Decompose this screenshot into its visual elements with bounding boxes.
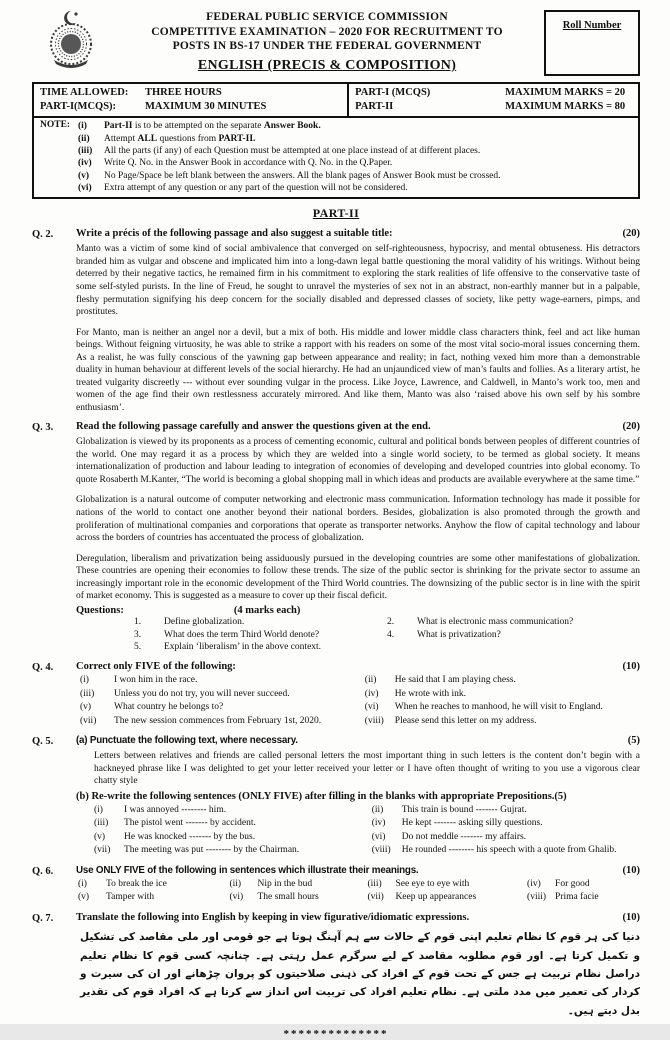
note-item: (iii) All the parts (if any) of each Question must be attempted at one place instead of at different places. [78, 146, 481, 157]
note-item: (iv) Write Q. No. in the Answer Book in accordance with Q. No. in the Q.Paper. [78, 158, 393, 169]
question-5-number: Q. 5. [32, 736, 54, 748]
preposition-item: (vi) Do not meddle ------- my affairs. [371, 831, 527, 842]
preposition-item: (iv) He kept ------- asking silly questions. [371, 818, 543, 829]
question-2-marks: (20) [622, 228, 640, 240]
end-of-paper-stars: ************** [283, 1028, 389, 1040]
question-7 [32, 912, 640, 1020]
question-4-number: Q. 4. [32, 662, 54, 674]
comprehension-para1: Globalization is viewed by its proponents as a process of cementing economic, cultural and political bonds between peoples of different countries of the world. One may regard it as a process by which they are welded into a single world society, to be termed as global society. It means internationalization of production and labour leading to integration of economies of developing and developed countries into global economy. To quote Rosaberth M.Kanter, “The world is becoming a global shopping mall in which ideas and products are available everywhere at the same time.” [76, 437, 640, 485]
precis-passage-para1: Manto was a victim of some kind of social ambivalence that converged on self-righteousness, hypocrisy, and mental obtuseness. His detractors branded him as vulgar and obscene and implicated him into a long-dawn legal battle questioning the moral validity of his writings. Without being deterred by their negative tactics, he remained firm in his commitment to exploring the stark realities of life offensive to the conservative taste of some self-styled purists. In the line of Freud, he sought to unravel the mysteries of sex not in an abstract, non-earthly manner but in a palpable, fleshy permutation signifying his deep concern for the socially disabled and depressed classes of society, like petty wage-earners, pimps, and prostitutes. [76, 244, 640, 318]
question-4-title: Correct only FIVE of the following: [76, 661, 236, 673]
punctuation-text: Letters between relatives and friends are called personal letters the most important thing in such letters is the content don’t begin with a hackneyed phrase like I was delighted to get your letter received your letter or I have often thought of writing to you use a vigorous clear chatty style [94, 751, 640, 787]
correction-item: (iv) He wrote with ink. [364, 688, 467, 699]
fpsc-emblem-icon [32, 8, 110, 74]
preposition-item: (i) I was annoyed -------- him. [94, 804, 227, 815]
question-4 [32, 661, 640, 728]
idiom-item: (vii) Keep up appearances [367, 892, 477, 903]
questions-subheading: Questions: (4 marks each) [76, 604, 301, 616]
question-6-marks: (10) [622, 864, 640, 876]
roll-number-label: Roll Number [562, 20, 622, 31]
precis-passage-para2: For Manto, man is neither an angel nor a devil, but a mix of both. His middle and lower middle class characters think, feel and act like human beings. Without feigning virtuosity, he was able to strike a rapport with his readers on some of the most vital socio-moral issues concerning them. As a realist, he was fully conscious of the yawning gap between appearance and reality; in fact, nothing vexed him more than a demonstrable duality in human behaviour at different levels of the social hierarchy. He had an unjaundiced view of man’s faults and follies. As a literary artist, he treated vulgarity discreetly --- without ever sounding vulgar in the process. Like Joyce, Lawrence, and Caldwell, in Manto’s work too, men and women of the age find their own restlessness accurately mirrored. And like them, Manto was also ‘raised above his own self by his sombre enthusiasm’. [76, 327, 640, 413]
question-2-title: Write a précis of the following passage and also suggest a suitable title: [76, 228, 393, 240]
idiom-items [76, 878, 640, 906]
correction-items [76, 674, 640, 728]
marks-cell [348, 83, 639, 117]
question-6-number: Q. 6. [32, 865, 54, 877]
question-3 [32, 421, 640, 654]
idiom-item: (viii) Prima facie [527, 892, 599, 903]
preposition-item: (v) He was knocked ------- by the bus. [94, 831, 256, 842]
note-label: NOTE: [40, 120, 71, 131]
comprehension-para2: Globalization is a natural outcome of computer networking and electronic mass communication. Information technology has made it possible for nations of the world to contact one another beyond their national borders. Besides, globalization is also promoted through the growth and proliferation of multinational companies and corporations that operate as transporter networks. Anyhow the flow of capital technology and labour across the borders of countries has accentuated the process of globalization. [76, 495, 640, 544]
question-6 [32, 865, 640, 906]
exam-info-table [32, 82, 640, 118]
sub-question: 1. Define globalization. [134, 616, 245, 627]
correction-item: (v) What country he belongs to? [80, 702, 224, 713]
time-allowed-label: TIME ALLOWED: [40, 87, 129, 98]
question-6-title: Use ONLY FIVE of the following in sentences which illustrate their meanings. [76, 864, 419, 876]
subject-title: ENGLISH (PRECIS & COMPOSITION) [197, 58, 457, 74]
part1-duration-value: MAXIMUM 30 MINUTES [145, 101, 267, 113]
time-allowed-value: THREE HOURS [145, 87, 222, 98]
comprehension-para3: Deregulation, liberalism and privatization being assiduously pursued in the developing countries are some other manifestations of globalization. These countries are opening their economies to follow these trends. The size of the public sector is shrinking for the private sector to assume an increasingly important role in the economic development of the Third World countries. The downsizing of the public sector is in line with the spirit of market economy. This is suggested as a measure to cover up their fiscal deficit. [76, 553, 640, 602]
roll-number-box[interactable] [544, 10, 640, 76]
note-items [78, 120, 632, 194]
note-box [32, 118, 640, 199]
commission-name: FEDERAL PUBLIC SERVICE COMMISSION [206, 11, 448, 23]
header [32, 8, 640, 76]
exam-posts-line: POSTS IN BS-17 UNDER THE FEDERAL GOVERNMENT [172, 40, 482, 53]
idiom-item: (i) To break the ice [78, 878, 167, 889]
sub-question: 5. Explain ‘liberalism’ in the above context. [134, 642, 322, 653]
question-5b-title: (b) Re-write the following sentences (ONLY FIVE) after filling in the blanks with appropriate Prepositions.(5) [76, 790, 567, 802]
question-5a-marks: (5) [627, 735, 640, 747]
part2-marks: MAXIMUM MARKS = 80 [505, 101, 626, 113]
note-item: (i) Part-II is to be attempted on the separate Answer Book. [78, 121, 321, 132]
idiom-item: (iii) See eye to eye with [367, 878, 470, 889]
question-2 [32, 228, 640, 414]
sub-question: 4. What is privatization? [387, 629, 501, 640]
question-3-marks: (20) [622, 421, 640, 433]
part2-label: PART-II [355, 101, 394, 113]
correction-item: (ii) He said that I am playing chess. [364, 675, 516, 686]
correction-item: (vii) The new session commences from February 1st, 2020. [80, 715, 322, 726]
part2-heading: PART-II [312, 206, 360, 221]
question-5a-title: (a) Punctuate the following text, where necessary. [76, 735, 298, 747]
correction-item: (i) I won him in the race. [80, 675, 198, 686]
idiom-item: (iv) For good [527, 878, 590, 889]
preposition-items [90, 804, 640, 858]
preposition-item: (iii) The pistol went ------- by accident. [94, 818, 256, 829]
note-item: (ii) Attempt ALL questions from PART-II. [78, 133, 256, 144]
question-4-marks: (10) [622, 661, 640, 673]
preposition-item: (vii) The meeting was put -------- by the Chairman. [94, 845, 300, 856]
note-item: (v) No Page/Space be left blank between the answers. All the blank pages of Answer Book must be crossed. [78, 170, 501, 181]
comprehension-questions [134, 616, 640, 654]
correction-item: (iii) Unless you do not try, you will never succeed. [80, 688, 290, 699]
question-7-title: Translate the following into English by keeping in view figurative/idiomatic expressions. [76, 912, 470, 924]
note-item: (vi) Extra attempt of any question or any part of the question will not be considered. [78, 183, 408, 194]
part1-marks: MAXIMUM MARKS = 20 [505, 87, 626, 98]
idiom-item: (vi) The small hours [229, 892, 319, 903]
correction-item: (viii) Please send this letter on my address. [364, 715, 537, 726]
question-5 [32, 735, 640, 858]
sub-question: 2. What is electronic mass communication? [387, 616, 574, 627]
correction-item: (vi) When he reaches to manhood, he will visit to England. [364, 702, 603, 713]
question-3-number: Q. 3. [32, 422, 54, 434]
preposition-item: (ii) This train is bound ------- Gujrat. [371, 804, 527, 815]
question-3-title: Read the following passage carefully and answer the questions given at the end. [76, 421, 431, 433]
sub-question: 3. What does the term Third World denote? [134, 629, 320, 640]
time-allowed-cell [33, 83, 348, 117]
part1-label: PART-I (MCQS) [355, 87, 431, 98]
part1-duration-label: PART-I(MCQS): [40, 101, 117, 113]
preposition-item: (viii) He rounded -------- his speech with a quote from Ghalib. [371, 845, 617, 856]
question-2-number: Q. 2. [32, 229, 54, 241]
idiom-item: (ii) Nip in the bud [229, 878, 313, 889]
header-title-block [110, 8, 544, 74]
exam-name-line: COMPETITIVE EXAMINATION – 2020 FOR RECRUITMENT TO [151, 25, 503, 38]
idiom-item: (v) Tamper with [78, 892, 155, 903]
urdu-translation-passage: دنیا کی ہر قوم کا نظام تعلیم اپنی قوم کے حالات سے ہم آہنگ ہوتا ہے جو قومی اور ملی مقاصد کی تشکیل و تکمیل کرتا ہے۔ اور قوم مطلوبہ مقاصد کے لیے سرگرم عمل رہتی ہے۔ چنانچہ کسی قوم کا نظام تعلیم دراصل نظام تربیت ہے جس کے تحت قوم کے افراد کی ذہنی صلاحیتوں کو پروان چڑھانے اور ان کی سیرت و کردار کی تعمیر میں مدد ملتی ہے۔ نظام تعلیم افراد کی تربیت اس انداز سے کرتا ہے کہ افراد قوم کی تقدیر بدل دیتے ہیں۔ [80, 931, 640, 1017]
question-7-marks: (10) [622, 912, 640, 924]
question-7-number: Q. 7. [32, 913, 54, 925]
